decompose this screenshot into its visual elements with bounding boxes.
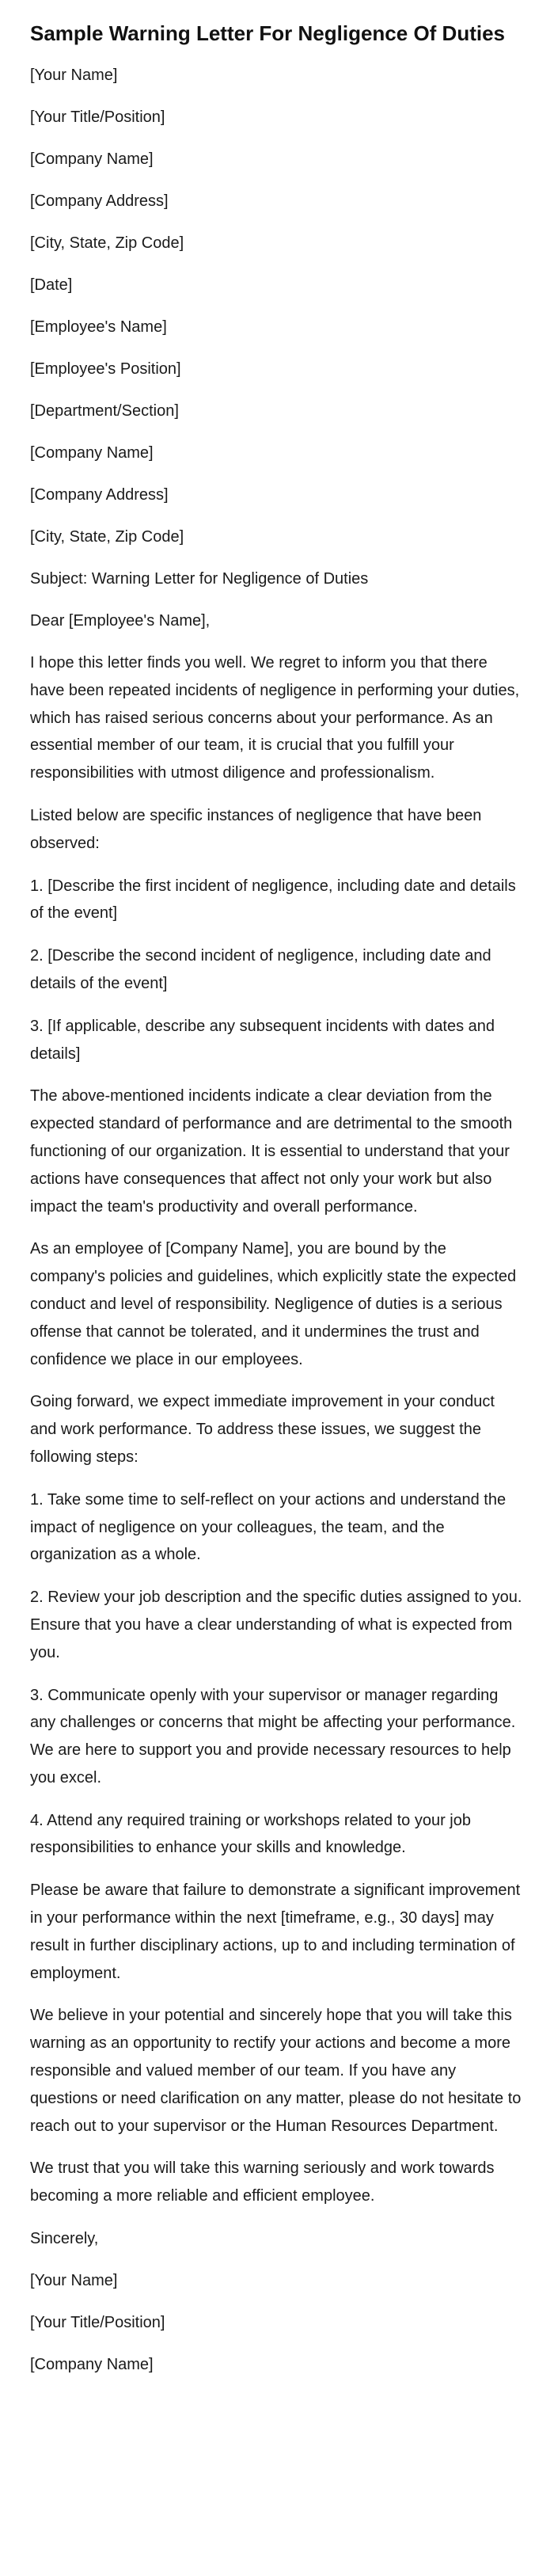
sender-title: [Your Title/Position] <box>30 108 165 126</box>
closing-name: [Your Name] <box>30 2272 118 2290</box>
recipient-position: [Employee's Position] <box>30 360 181 378</box>
trust-paragraph: We trust that you will take this warning seriously and work towards becoming a more reliable and efficient employee. <box>30 2159 495 2205</box>
recipient-address: [Company Address] <box>30 486 169 504</box>
consequences-paragraph: Please be aware that failure to demonstrate a significant improvement in your performance within the next [timeframe, e.g., 30 days] may result in further disciplinary actions, up to and including termination of employment. <box>30 1882 521 1982</box>
subject-line: Subject: Warning Letter for Negligence of Duties <box>30 570 369 588</box>
letter-date: [Date] <box>30 276 73 294</box>
deviation-paragraph: The above-mentioned incidents indicate a clear deviation from the expected standard of performance and are detrimental to the smooth functioning of our organization. It is essential to understand that your actions have consequences that affect not only your work but also impact the team's productivity and overall performance. <box>30 1087 513 1216</box>
page-title: Sample Warning Letter For Negligence Of Duties <box>30 21 506 45</box>
recipient-department: [Department/Section] <box>30 402 179 420</box>
valediction: Sincerely, <box>30 2230 99 2248</box>
intro-paragraph: I hope this letter finds you well. We regret to inform you that there have been repeated incidents of negligence in performing your duties, which has raised serious concerns about your performance. As an essential member of our team, it is crucial that you fulfill your responsibilities with utmost diligence and professionalism. <box>30 654 520 782</box>
sender-name: [Your Name] <box>30 67 118 84</box>
step-item: 3. Communicate openly with your supervisor or manager regarding any challenges or concerns that might be affecting your performance. We are here to support you and provide necessary resources to help you excel. <box>30 1686 516 1786</box>
policies-paragraph: As an employee of [Company Name], you are bound by the company's policies and guidelines, which explicitly state the expected conduct and level of responsibility. Negligence of duties is a serious offense that cannot be tolerated, and it undermines the trust and confidence we place in our employees. <box>30 1240 517 1368</box>
step-item: 1. Take some time to self-reflect on your actions and understand the impact of negligence on your colleagues, the team, and the organization as a whole. <box>30 1490 507 1564</box>
sender-city: [City, State, Zip Code] <box>30 234 184 252</box>
going-forward-paragraph: Going forward, we expect immediate improvement in your conduct and work performance. To address these issues, we suggest the following steps: <box>30 1393 495 1466</box>
closing-title: [Your Title/Position] <box>30 2314 165 2332</box>
incident-item: 1. [Describe the first incident of negligence, including date and details of the event] <box>30 877 516 923</box>
recipient-city: [City, State, Zip Code] <box>30 528 184 546</box>
step-item: 4. Attend any required training or workshops related to your job responsibilities to enhance your skills and knowledge. <box>30 1811 471 1857</box>
incident-item: 3. [If applicable, describe any subsequent incidents with dates and details] <box>30 1017 495 1063</box>
incident-item: 2. [Describe the second incident of negligence, including date and details of the event] <box>30 947 491 992</box>
recipient-company: [Company Name] <box>30 444 154 462</box>
belief-paragraph: We believe in your potential and sincerely hope that you will take this warning as an opportunity to rectify your actions and become a more responsible and valued member of our team. If you have any questions or need clarification on any matter, please do not hesitate to reach out to your supervisor or the Human Resources Department. <box>30 2007 522 2135</box>
instances-intro-paragraph: Listed below are specific instances of negligence that have been observed: <box>30 806 482 852</box>
recipient-name: [Employee's Name] <box>30 318 167 336</box>
salutation: Dear [Employee's Name], <box>30 612 211 630</box>
closing-company: [Company Name] <box>30 2356 154 2374</box>
step-item: 2. Review your job description and the specific duties assigned to you. Ensure that you have a clear understanding of what is expected from you. <box>30 1589 522 1661</box>
sender-address: [Company Address] <box>30 192 169 210</box>
sender-company: [Company Name] <box>30 150 154 168</box>
